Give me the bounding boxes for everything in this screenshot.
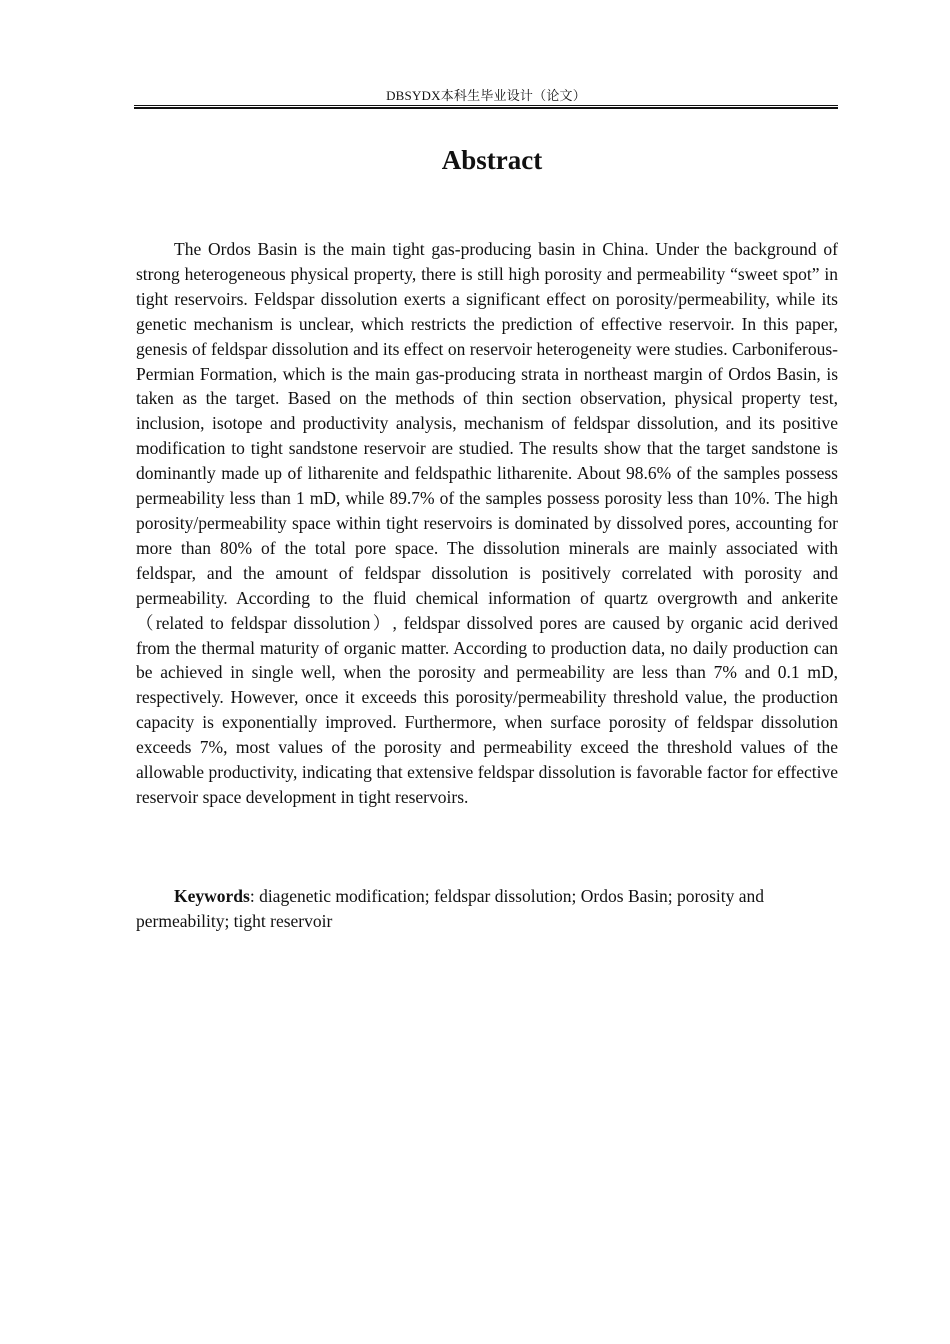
running-header: DBSYDX本科生毕业设计（论文） [386,88,586,103]
abstract-paragraph: The Ordos Basin is the main tight gas-producing basin in China. Under the background of strong heterogeneous physical property, there is still high porosity and permeability “sweet spot” in tight reservoirs. Feldspar dissolution exerts a significant effect on porosity/permeability, while its genetic mechanism is unclear, which restricts the prediction of effective reservoir. In this paper, genesis of feldspar dissolution and its effect on reservoir heterogeneity were studies. Carboniferous-Permian Formation, which is the main gas-producing strata in northeast margin of Ordos Basin, is taken as the target. Based on the methods of thin section observation, physical property test, inclusion, isotope and productivity analysis, mechanism of feldspar dissolution, and its positive modification to tight sandstone reservoir are studied. The results show that the target sandstone is dominantly made up of litharenite and feldspathic litharenite. About 98.6% of the samples possess permeability less than 1 mD, while 89.7% of the samples possess porosity less than 10%. The high porosity/permeability space within tight reservoirs is dominated by dissolved pores, accounting for more than 80% of the total pore space. The dissolution minerals are mainly associated with feldspar, and the amount of feldspar dissolution is positively correlated with porosity and permeability. According to the fluid chemical information of quartz overgrowth and ankerite （related to feldspar dissolution）, feldspar dissolved pores are caused by organic acid derived from the thermal maturity of organic matter. According to production data, no daily production can be achieved in single well, when the porosity and permeability are less than 7% and 0.1 mD, respectively. However, once it exceeds this porosity/permeability threshold value, the production capacity is exponentially improved. Furthermore, when surface porosity of feldspar dissolution exceeds 7%, most values of the porosity and permeability exceed the threshold values of the allowable productivity, indicating that extensive feldspar dissolution is favorable factor for effective reservoir space development in tight reservoirs. [136,239,838,807]
header-rule-thick [134,107,838,109]
keywords-text: : diagenetic modification; feldspar dissolution; Ordos Basin; porosity and permeability; tight reservoir [136,886,765,931]
keywords-label: Keywords [174,886,250,906]
header-rule-thin [134,105,838,106]
page-title: Abstract [441,145,543,175]
keywords-paragraph [136,884,838,934]
